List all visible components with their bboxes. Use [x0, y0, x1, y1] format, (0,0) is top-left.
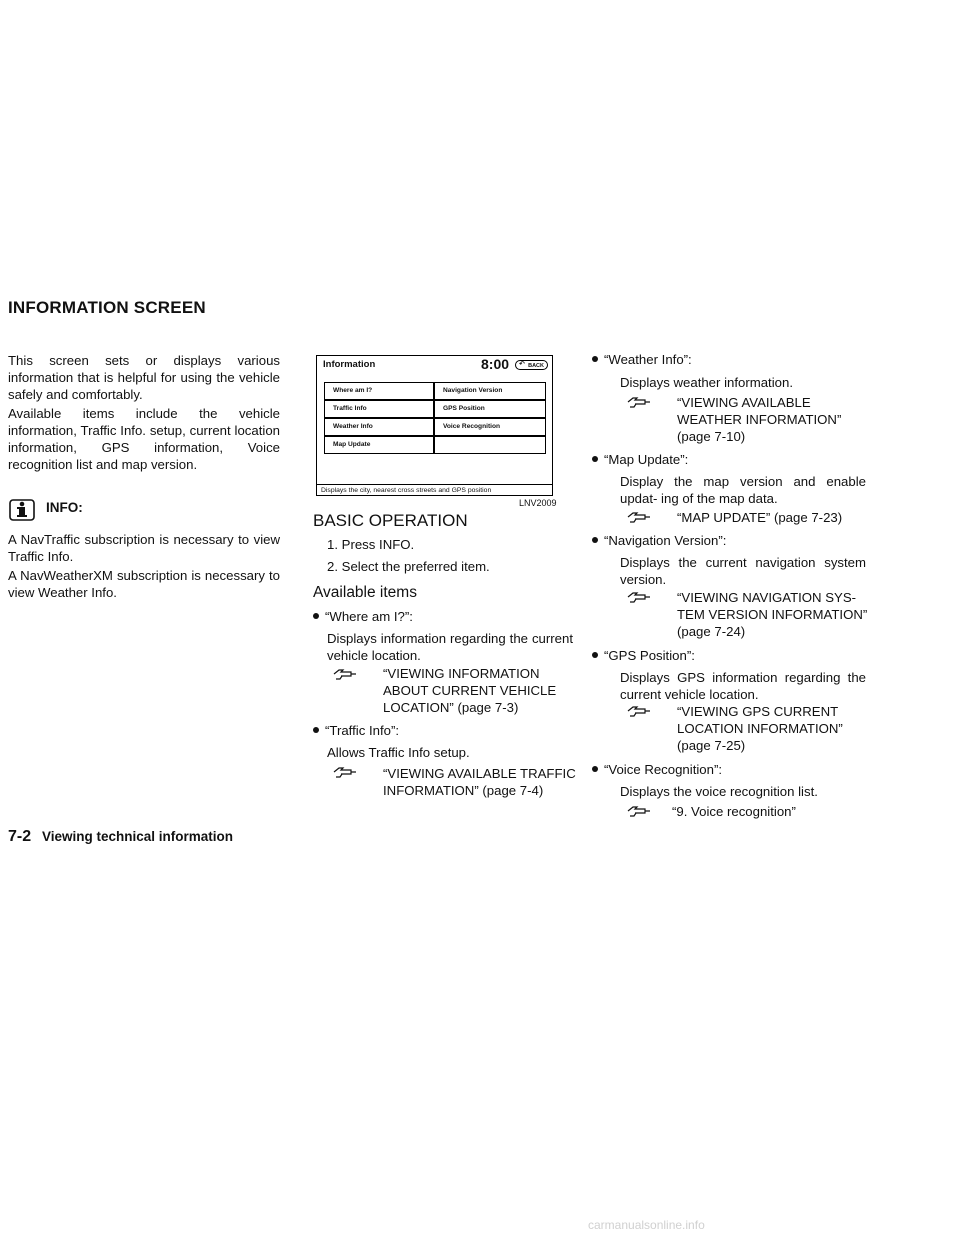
reference-text — [383, 765, 576, 799]
reference-text — [677, 394, 841, 445]
bullet-icon — [592, 456, 598, 462]
menu-button-navigation-version: Navigation Version — [434, 382, 546, 400]
available-items-heading: Available items — [313, 584, 417, 601]
list-item-title — [592, 533, 726, 548]
reference-line: “MAP UPDATE” (page 7-23) — [677, 510, 843, 525]
reference-hand-icon — [627, 704, 651, 718]
screen-menu-grid — [324, 378, 546, 486]
screen-title: Information — [323, 359, 376, 370]
reference-hand-icon — [333, 765, 357, 779]
bullet-icon — [313, 613, 319, 619]
reference-hand-icon — [627, 510, 651, 524]
menu-button-where-am-i: Where am I? — [324, 382, 434, 400]
reference-line: LOCATION INFORMATION” — [677, 721, 843, 736]
item-description: Displays the voice recognition list. — [620, 784, 818, 799]
menu-button-gps-position: GPS Position — [434, 400, 546, 418]
watermark: carmanualsonline.info — [588, 1218, 705, 1232]
intro-paragraph: This screen sets or displays various information that is helpful for using the vehicle safely and comfortably. — [8, 353, 280, 402]
reference-line: ABOUT CURRENT VEHICLE — [383, 683, 557, 698]
item-name: “GPS Position”: — [604, 648, 695, 663]
list-item-title — [313, 609, 413, 624]
basic-operation-heading: BASIC OPERATION — [313, 511, 468, 530]
reference-text — [677, 703, 843, 754]
intro-paragraph: Available items include the vehicle information, Traffic Info. setup, current location information, GPS information, Voice recognition list and map version. — [8, 406, 280, 472]
reference-line: “9. Voice recognition” — [672, 804, 796, 819]
menu-button-voice-recognition: Voice Recognition — [434, 418, 546, 436]
menu-button-traffic-info: Traffic Info — [324, 400, 434, 418]
item-name: “Voice Recognition”: — [604, 762, 723, 777]
screen-status-bar: Displays the city, nearest cross streets and GPS position — [317, 484, 552, 495]
reference-line: LOCATION” (page 7-3) — [383, 700, 519, 715]
reference-text — [383, 665, 556, 716]
step-item: 2. Select the preferred item. — [327, 559, 490, 574]
reference-text — [677, 589, 867, 640]
menu-button-map-update: Map Update — [324, 436, 434, 454]
reference-line: “VIEWING AVAILABLE — [677, 395, 811, 410]
reference-hand-icon — [627, 395, 651, 409]
item-name: “Map Update”: — [604, 452, 689, 467]
item-description: Display the map version and enable updat- ing of the map data. — [620, 474, 866, 506]
back-button — [515, 360, 548, 370]
reference-hand-icon — [627, 804, 651, 818]
reference-line: “VIEWING INFORMATION — [383, 666, 540, 681]
item-description: Displays weather information. — [620, 375, 793, 390]
page-number: 7-2 — [8, 828, 32, 845]
reference-hand-icon — [333, 667, 357, 681]
info-icon — [9, 496, 35, 522]
chapter-title: Viewing technical information — [42, 829, 234, 844]
item-name: “Traffic Info”: — [325, 723, 400, 738]
reference-line: (page 7-24) — [677, 624, 746, 639]
section-title: INFORMATION SCREEN — [8, 298, 206, 317]
reference-hand-icon — [627, 590, 651, 604]
reference-text — [672, 803, 796, 820]
figure-caption: LNV2009 — [519, 498, 557, 508]
item-name: “Weather Info”: — [604, 352, 692, 367]
info-note: A NavWeatherXM subscription is necessary to view Weather Info. — [8, 568, 280, 600]
info-note: A NavTraffic subscription is necessary to view Traffic Info. — [8, 532, 280, 564]
menu-button-weather-info: Weather Info — [324, 418, 434, 436]
reference-line: (page 7-25) — [677, 738, 746, 753]
reference-line: “VIEWING NAVIGATION SYS- — [677, 590, 857, 605]
bullet-icon — [592, 356, 598, 362]
item-name: “Navigation Version”: — [604, 533, 727, 548]
bullet-icon — [592, 766, 598, 772]
reference-line: TEM VERSION INFORMATION” — [677, 607, 868, 622]
reference-line: WEATHER INFORMATION” — [677, 412, 842, 427]
back-label: BACK — [528, 363, 544, 369]
screen-clock: 8:00 — [481, 356, 510, 372]
step-item: 1. Press INFO. — [327, 537, 415, 552]
menu-button-empty — [434, 436, 546, 454]
list-item-title — [592, 762, 722, 777]
information-screen-figure — [316, 355, 553, 496]
item-description: Displays the current navigation system version. — [620, 555, 866, 587]
reference-line: “VIEWING GPS CURRENT — [677, 704, 839, 719]
bullet-icon — [313, 727, 319, 733]
item-description: Displays GPS information regarding the current vehicle location. — [620, 670, 866, 702]
item-name: “Where am I?”: — [325, 609, 413, 624]
reference-line: INFORMATION” (page 7-4) — [383, 783, 544, 798]
list-item-title — [313, 723, 399, 738]
list-item-title — [592, 648, 695, 663]
reference-text — [677, 509, 842, 526]
item-description: Allows Traffic Info setup. — [327, 745, 470, 760]
back-arrow-icon: ↶ — [519, 361, 525, 368]
reference-line: “VIEWING AVAILABLE TRAFFIC — [383, 766, 576, 781]
bullet-icon — [592, 537, 598, 543]
list-item-title — [592, 452, 688, 467]
info-label: INFO: — [46, 500, 83, 515]
reference-line: (page 7-10) — [677, 429, 746, 444]
list-item-title — [592, 352, 692, 367]
item-description: Displays information regarding the current vehicle location. — [327, 631, 573, 663]
bullet-icon — [592, 652, 598, 658]
